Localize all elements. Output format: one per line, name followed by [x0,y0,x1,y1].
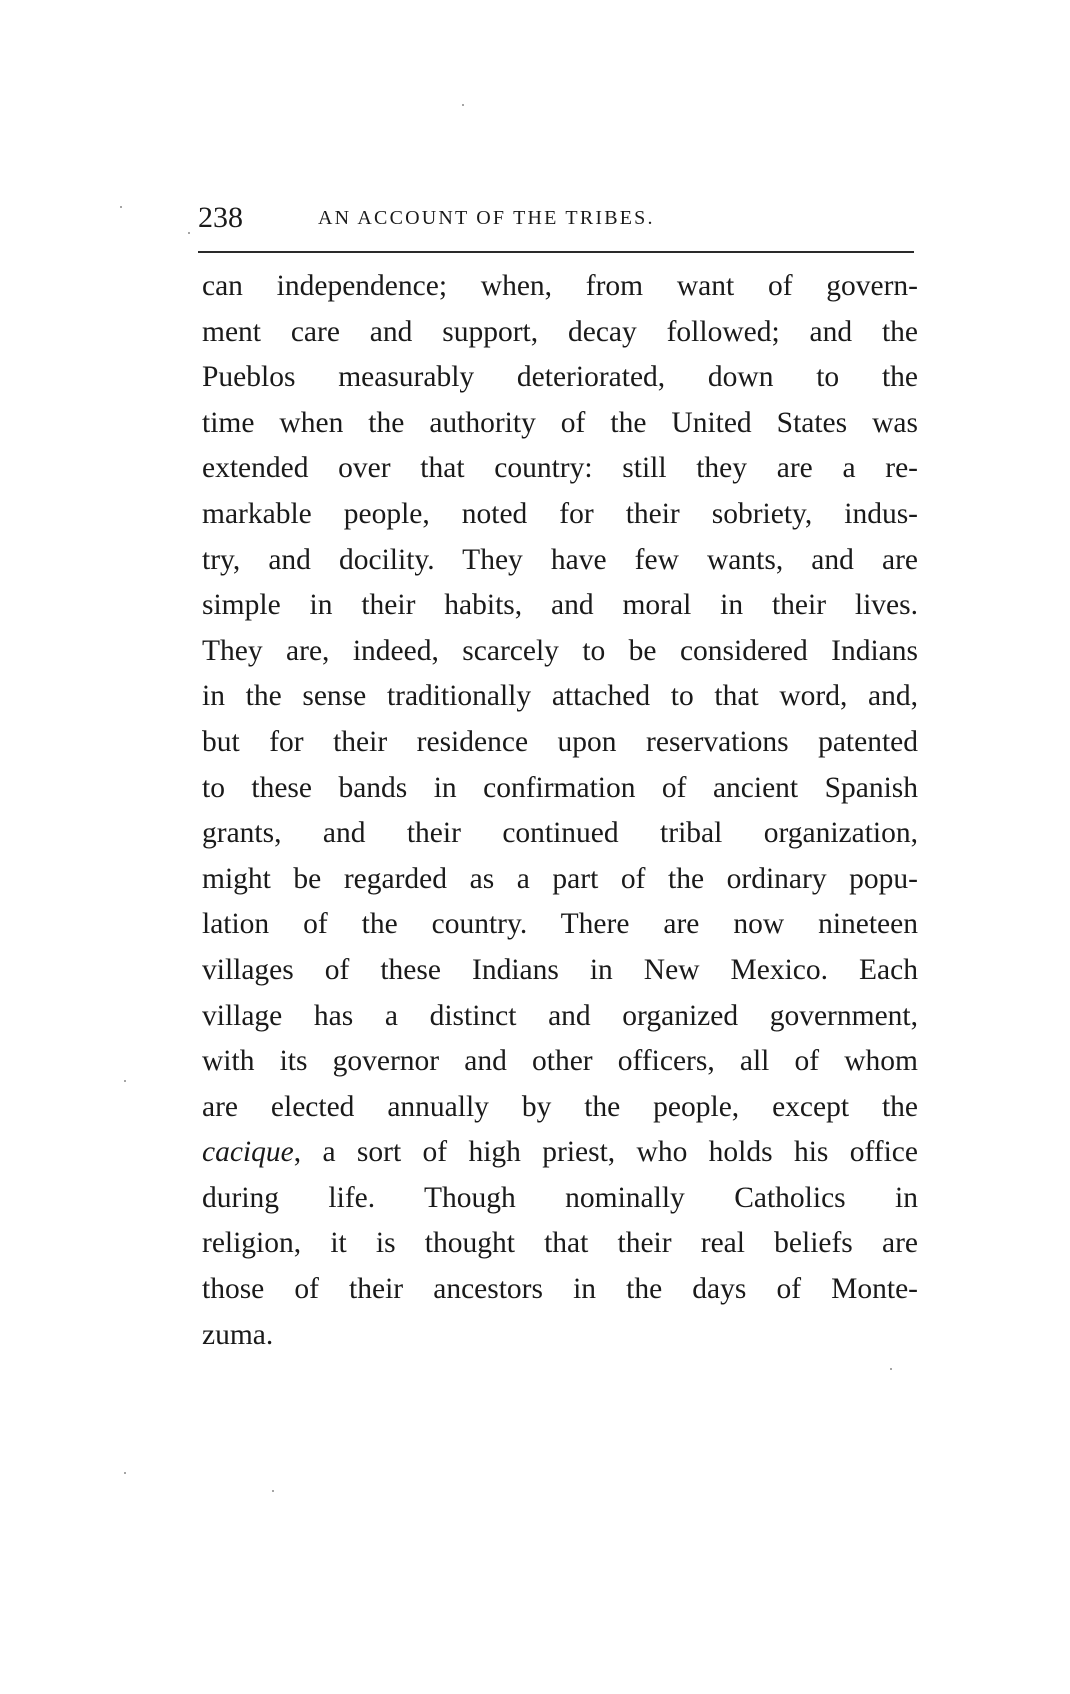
text-line-italic [202,1130,918,1176]
text-line: can independence; when, from want of govern- [202,270,918,302]
text-line-last: zuma. [202,1318,274,1351]
text-line: religion, it is thought that their real beliefs are [202,1227,918,1260]
running-head [198,198,914,238]
text-line: extended over that country: still they are a re- [202,452,918,485]
text-line: ment care and support, decay followed; and the [202,315,918,348]
text-line: to these bands in confirmation of ancient Spanish [202,771,918,804]
print-speck [124,1080,126,1082]
text-line: try, and docility. They have few wants, and are [202,543,918,576]
text-line: They are, indeed, scarcely to be considered Indians [202,634,918,667]
text-line: time when the authority of the United States was [202,406,918,439]
print-speck [462,104,464,106]
text-line: but for their residence upon reservations patented [202,725,918,758]
text-fragment: , a sort of high priest, who holds his office [293,1136,918,1169]
print-speck [272,1490,274,1492]
text-line: might be regarded as a part of the ordinary popu- [202,862,918,895]
running-title: AN ACCOUNT OF THE TRIBES. [318,207,655,229]
text-line: grants, and their continued tribal organization, [202,817,918,850]
print-speck [120,206,122,208]
body-text [202,264,918,1358]
text-line: village has a distinct and organized government, [202,999,918,1032]
text-line: during life. Though nominally Catholics in [202,1181,918,1214]
text-line: those of their ancestors in the days of Monte- [202,1273,918,1306]
print-speck [124,1472,126,1474]
text-line: in the sense traditionally attached to that word, and, [202,680,918,713]
print-speck [890,1368,892,1370]
text-line: villages of these Indians in New Mexico. Each [202,953,918,986]
page-number: 238 [198,201,243,234]
text-line: simple in their habits, and moral in their lives. [202,589,918,622]
print-speck [188,232,190,234]
text-line: Pueblos measurably deteriorated, down to the [202,361,918,394]
text-line: are elected annually by the people, except the [202,1090,918,1123]
text-line: with its governor and other officers, all of whom [202,1045,918,1078]
text-line: markable people, noted for their sobriety, indus- [202,497,918,530]
text-line: lation of the country. There are now nineteen [202,908,918,941]
header-rule [198,251,914,253]
italic-term: cacique [202,1136,294,1169]
